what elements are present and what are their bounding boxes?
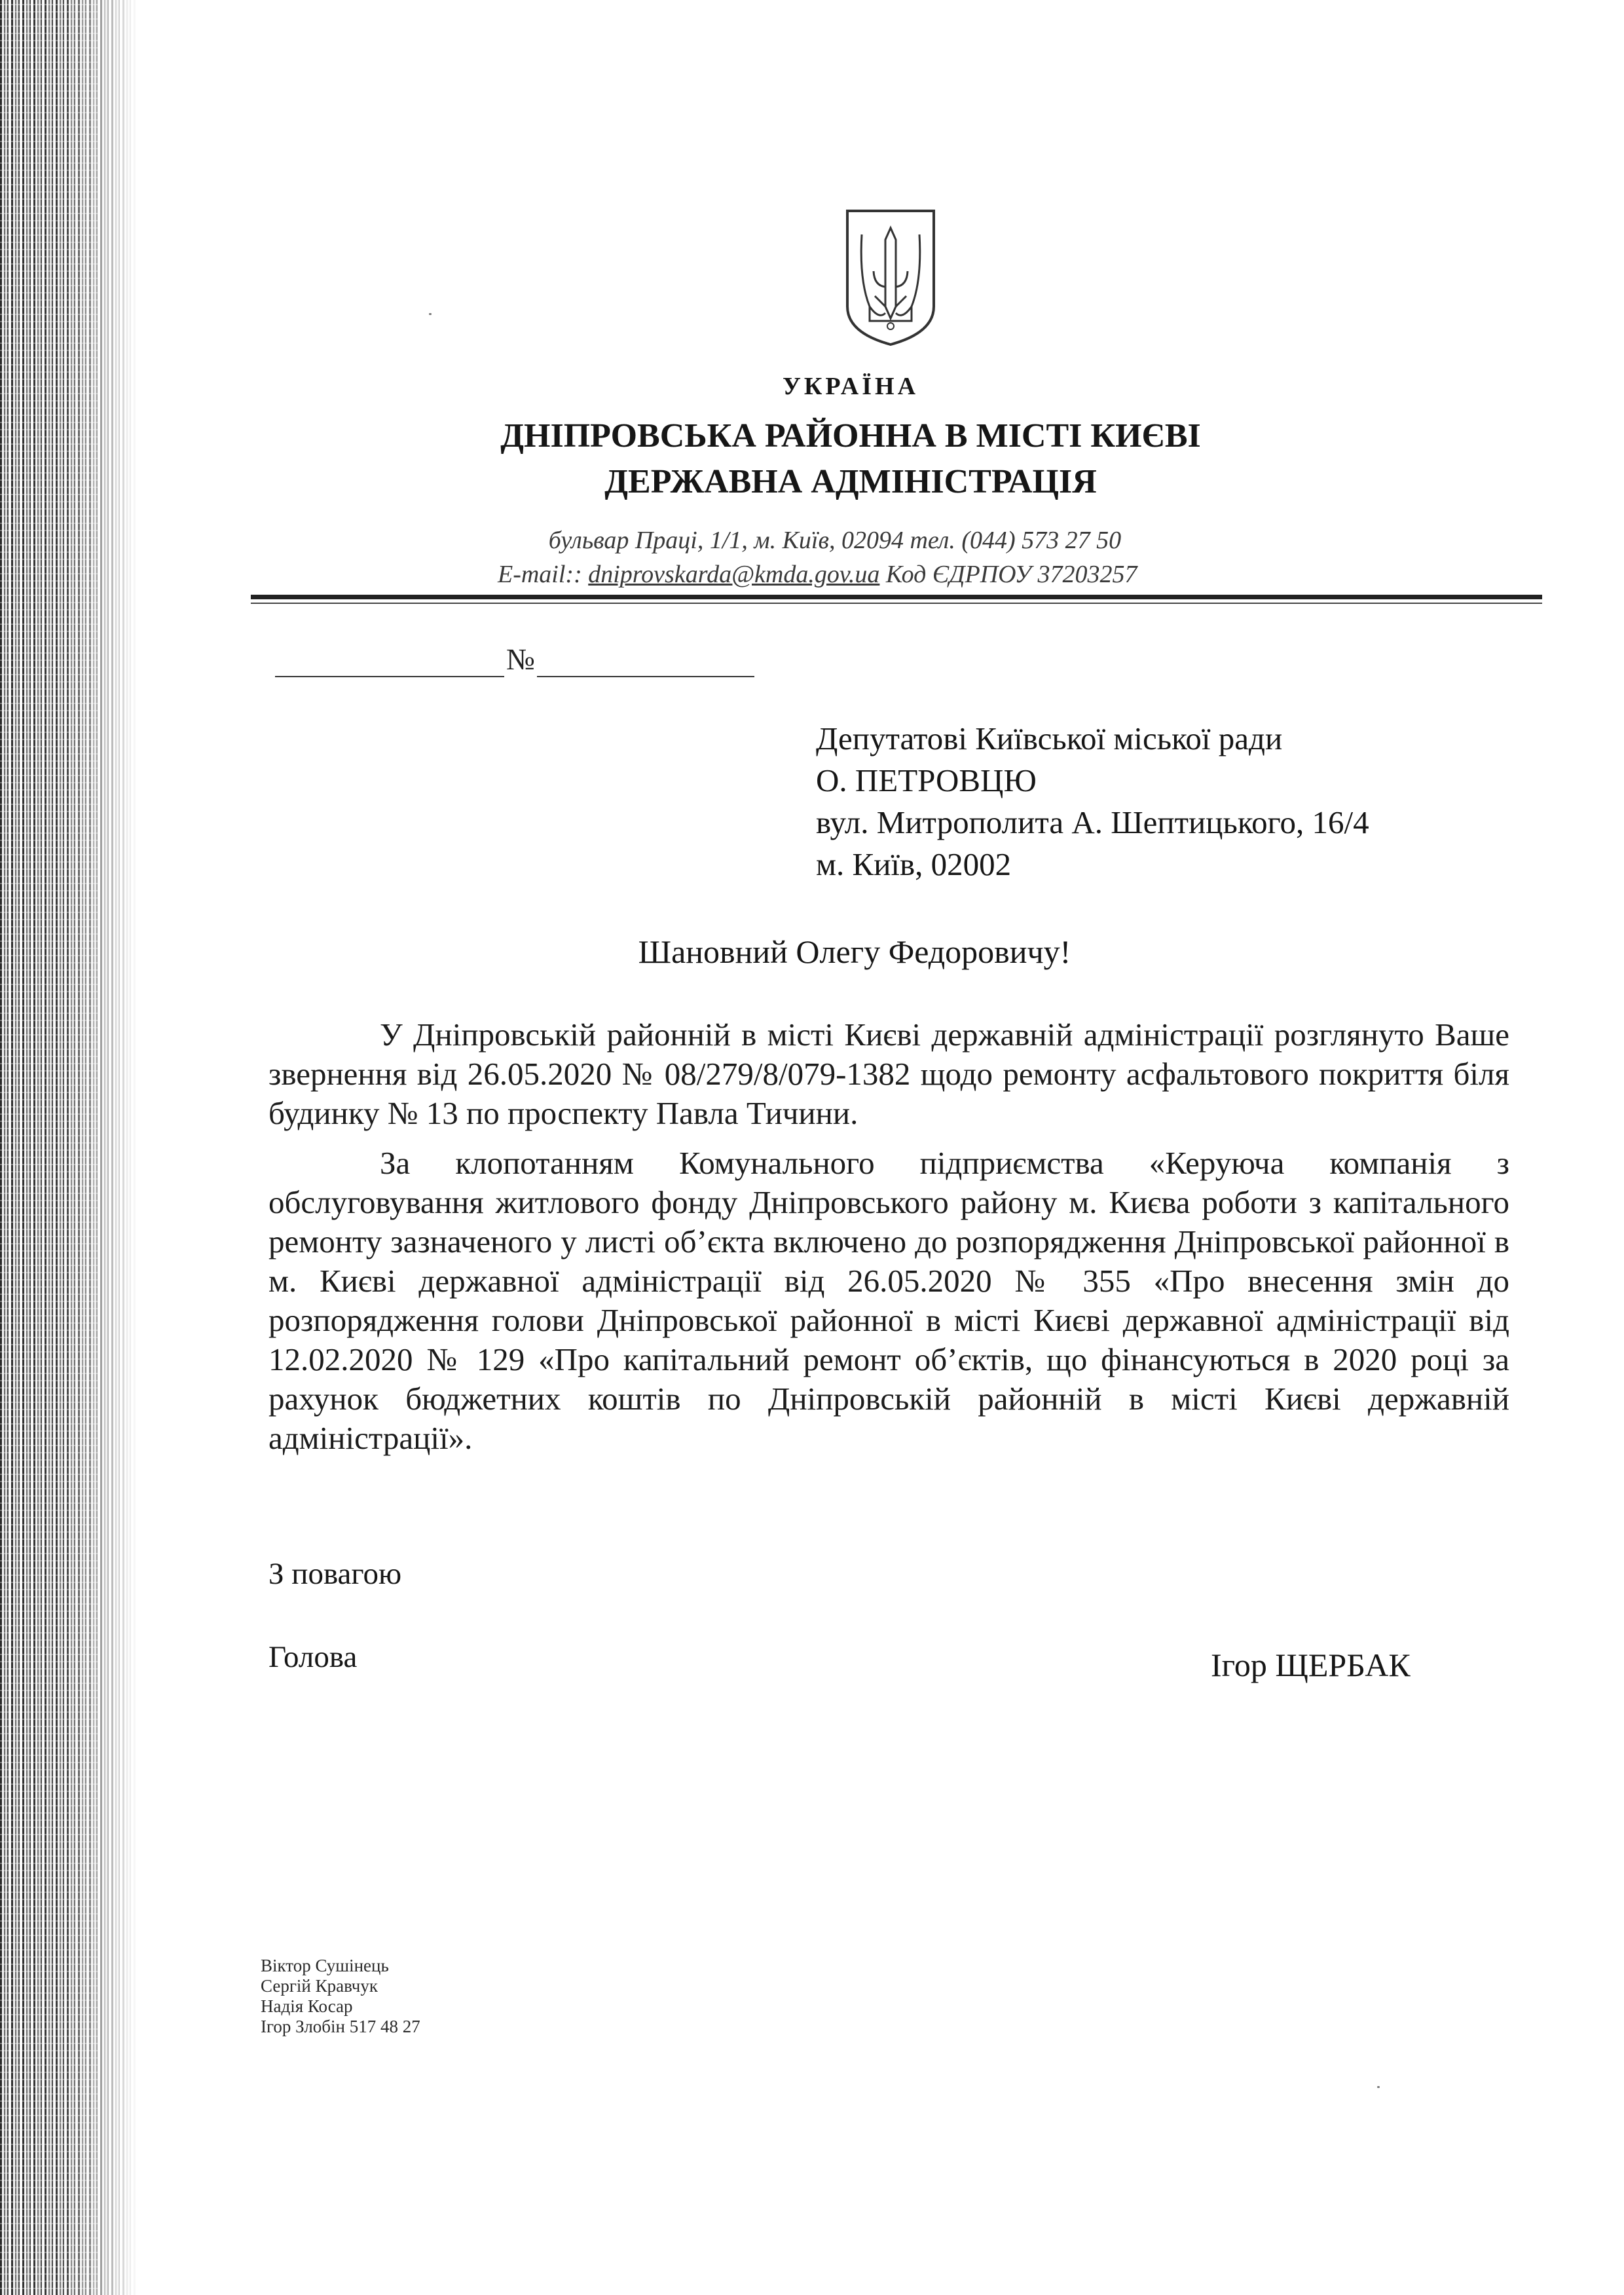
email-label: E-mail:: (498, 561, 582, 588)
country-heading: УКРАЇНА (782, 373, 919, 400)
ukraine-trident-icon (845, 208, 936, 347)
recipient-city: м. Київ, 02002 (816, 846, 1012, 882)
letter-paragraph-1: У Дніпровській районній в місті Києві державній адміністрації розглянуто Ваше звернення від 26.05.2020 № 08/279/8/079-1382 щодо ремонту асфальтового покриття біля будинку № 13 по проспекту Павла Тичини. (268, 1017, 1509, 1131)
letterhead-rule-thick (251, 595, 1542, 599)
recipient-title: Депутатові Київської міської ради (816, 720, 1283, 756)
registration-number-line (537, 676, 754, 677)
executor-item: Віктор Сушінець (261, 1956, 389, 1975)
letter-salutation: Шановний Олегу Федоровичу! (638, 933, 1071, 970)
signer-position: Голова (268, 1640, 358, 1674)
executor-item: Ігор Злобін 517 48 27 (261, 2017, 420, 2036)
scan-speck (429, 313, 432, 315)
letter-paragraph-2: За клопотанням Комунального підприємства «Керуюча компанія з обслуговування житлового фонду Дніпровського району м. Києва роботи з капітального ремонту зазначеного у листі об’єкта включено до розпорядження Дніпровської районної в м. Києві державної адміністрації від 26.05.2020 № 355 «Про внесення змін до розпорядження голови Дніпровської районної в місті Києві державної адміністрації від 12.02.2020 № 129 «Про капітальний ремонт об’єктів, що фінансуються в 2020 році за рахунок бюджетних коштів по Дніпровській районній в місті Києві державній адміністрації». (268, 1145, 1509, 1456)
scan-edge-noise (0, 0, 98, 2295)
recipient-street: вул. Митрополита А. Шептицького, 16/4 (816, 804, 1369, 840)
organization-name-line1: ДНІПРОВСЬКА РАЙОННА В МІСТІ КИЄВІ (500, 417, 1201, 455)
recipient-name: О. ПЕТРОВЦЮ (816, 762, 1037, 798)
executors-list (261, 1956, 420, 2037)
executor-item: Надія Косар (261, 1996, 353, 2016)
edrpou-code: Код ЄДРПОУ 37203257 (885, 561, 1137, 588)
organization-address: бульвар Праці, 1/1, м. Київ, 02094 тел. (044) 573 27 50 (548, 527, 1122, 554)
letterhead-rule-thin (251, 603, 1542, 604)
scan-speck (1377, 2086, 1380, 2088)
signer-name: Ігор ЩЕРБАК (1211, 1647, 1411, 1683)
organization-name-line2: ДЕРЖАВНА АДМІНІСТРАЦІЯ (604, 463, 1097, 500)
executor-item: Сергій Кравчук (261, 1976, 378, 1996)
registration-date-line (275, 676, 504, 677)
registration-number-sign: № (506, 643, 535, 676)
email-link[interactable]: dniprovskarda@kmda.gov.ua (588, 561, 880, 588)
organization-contacts (498, 560, 1137, 589)
letter-closing: З повагою (268, 1557, 402, 1591)
